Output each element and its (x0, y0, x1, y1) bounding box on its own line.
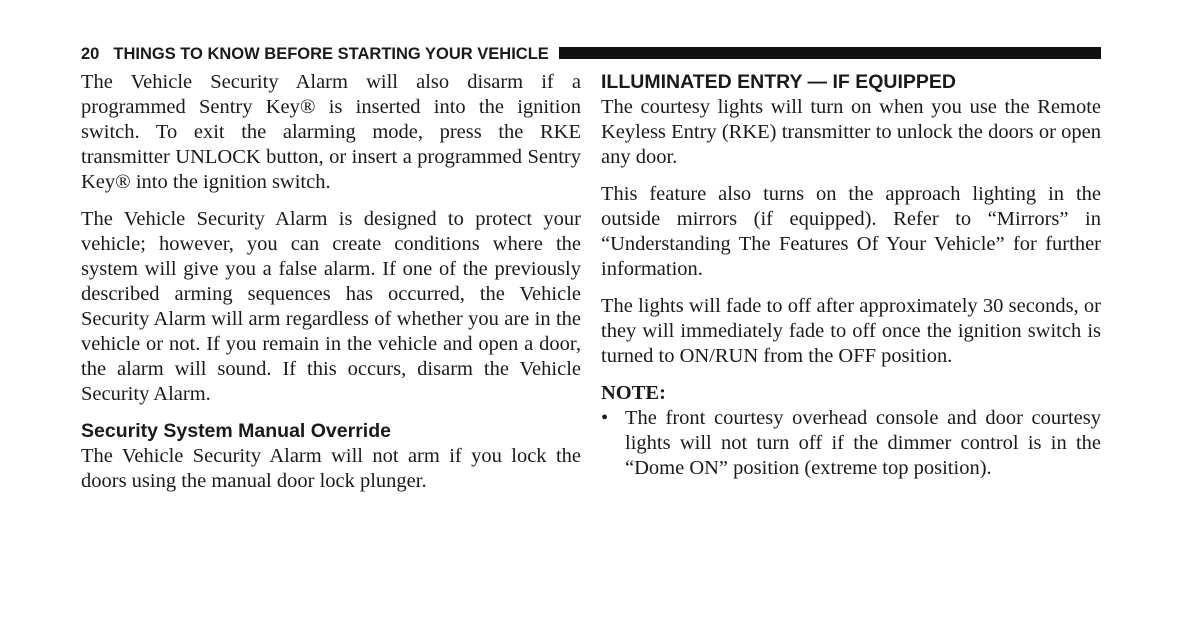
paragraph-fade-off: The lights will fade to off after approximately 30 seconds, or they will immediately fade to off once the ignition switch is turned to ON/RUN from the OFF position. (601, 295, 1101, 367)
page-number: 20 (81, 44, 100, 63)
page-header (81, 44, 1101, 64)
left-column (81, 70, 581, 494)
running-head: THINGS TO KNOW BEFORE STARTING YOUR VEHICLE (113, 44, 549, 63)
right-column (601, 70, 1101, 481)
header-rule (559, 47, 1101, 59)
heading-illuminated-entry: ILLUMINATED ENTRY — IF EQUIPPED (601, 71, 956, 93)
note-bullet-text: The front courtesy overhead console and door courtesy lights will not turn off if the dimmer control is in the “Dome ON” position (extreme top position). (625, 407, 1101, 479)
paragraph-disarm: The Vehicle Security Alarm will also disarm if a programmed Sentry Key® is inserted into the ignition switch. To exit the alarming mode, press the RKE transmitter UNLOCK button, or insert a programmed Sentry Key® into the ignition switch. (81, 71, 581, 193)
paragraph-false-alarm: The Vehicle Security Alarm is designed to protect your vehicle; however, you can create conditions where the system will give you a false alarm. If one of the previously described arming sequences has occurred, the Vehicle Security Alarm will arm regardless of whether you are in the vehicle or not. If you remain in the vehicle and open a door, the alarm will sound. If this occurs, disarm the Vehicle Security Alarm. (81, 208, 581, 405)
paragraph-approach-lighting: This feature also turns on the approach lighting in the outside mirrors (if equipped). Refer to “Mirrors” in “Understanding The Features Of Your Vehicle” for further information. (601, 183, 1101, 280)
paragraph-manual-override: The Vehicle Security Alarm will not arm if you lock the doors using the manual door lock plunger. (81, 445, 581, 492)
note-bullet-item (601, 406, 1101, 481)
heading-manual-override: Security System Manual Override (81, 420, 391, 442)
paragraph-courtesy-lights: The courtesy lights will turn on when you use the Remote Keyless Entry (RKE) transmitter to unlock the doors or open any door. (601, 96, 1101, 168)
bullet-icon: • (601, 407, 609, 429)
note-label: NOTE: (601, 382, 666, 404)
